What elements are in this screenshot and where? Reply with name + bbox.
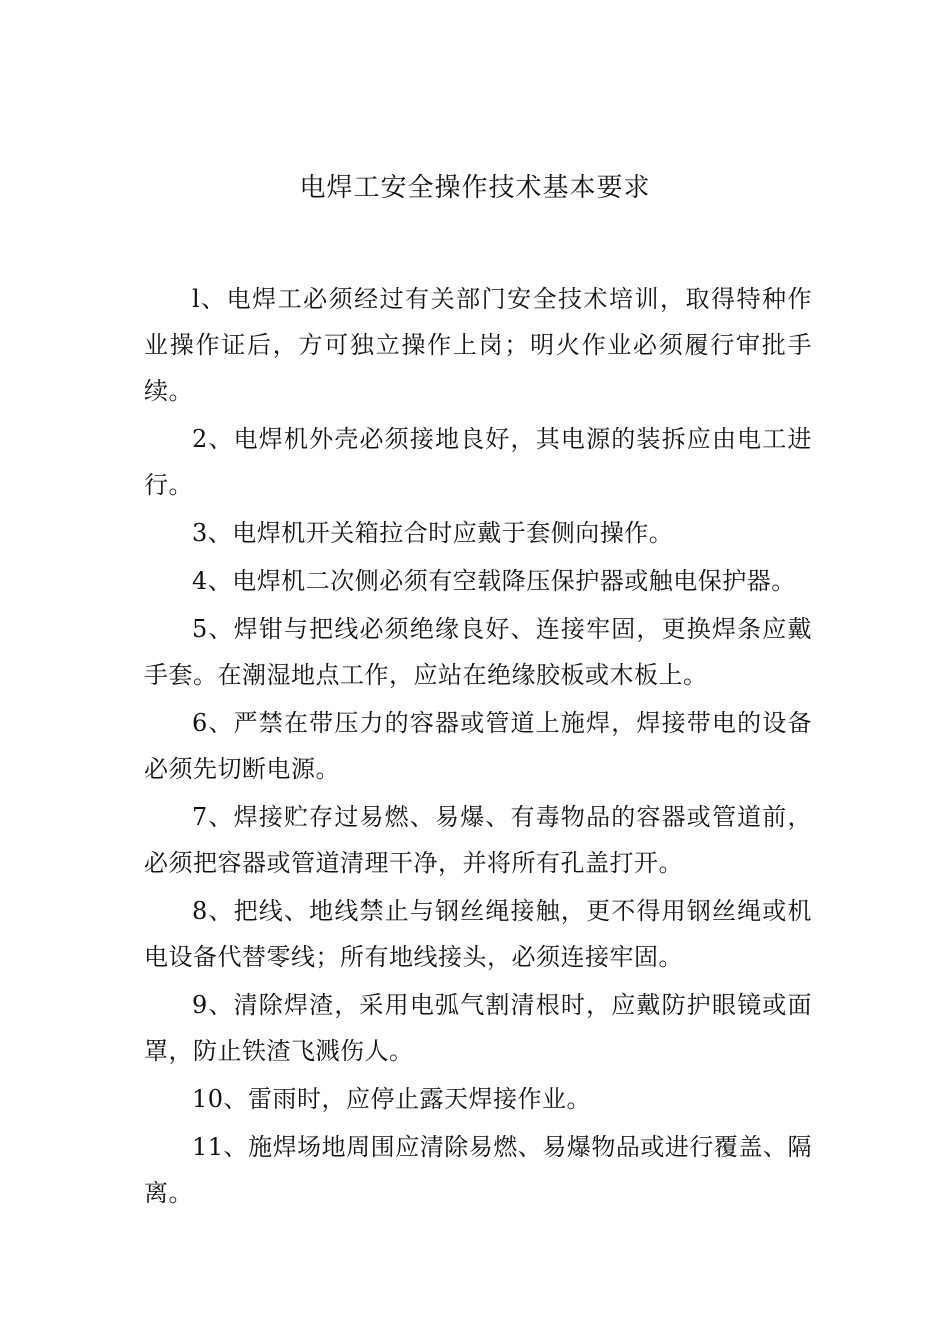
paragraph-11: 11、施焊场地周围应清除易燃、易爆物品或进行覆盖、隔离。 xyxy=(144,1133,812,1207)
paragraph-8: 8、把线、地线禁止与钢丝绳接触，更不得用钢丝绳或机电设备代替零线；所有地线接头，必须连接牢固。 xyxy=(144,897,812,971)
paragraph-5: 5、焊钳与把线必须绝缘良好、连接牢固，更换焊条应戴手套。在潮湿地点工作，应站在绝缘胶板或木板上。 xyxy=(144,615,812,689)
paragraph-1: l、电焊工必须经过有关部门安全技术培训，取得特种作业操作证后，方可独立操作上岗；明火作业必须履行审批手续。 xyxy=(144,285,812,405)
paragraph-7: 7、焊接贮存过易燃、易爆、有毒物品的容器或管道前，必须把容器或管道清理干净，并将所有孔盖打开。 xyxy=(144,803,812,877)
document-body xyxy=(144,276,812,1216)
paragraph-3: 3、电焊机开关箱拉合时应戴于套侧向操作。 xyxy=(192,519,674,547)
paragraph-10: 10、雷雨时，应停止露天焊接作业。 xyxy=(192,1085,592,1113)
paragraph-6: 6、严禁在带压力的容器或管道上施焊，焊接带电的设备必须先切断电源。 xyxy=(144,709,812,783)
document-title: 电焊工安全操作技术基本要求 xyxy=(299,173,651,203)
paragraph-9: 9、清除焊渣，采用电弧气割清根时，应戴防护眼镜或面罩，防止铁渣飞溅伤人。 xyxy=(144,991,812,1065)
paragraph-2: 2、电焊机外壳必须接地良好，其电源的装拆应由电工进行。 xyxy=(144,425,812,499)
paragraph-4: 4、电焊机二次侧必须有空载降压保护器或触电保护器。 xyxy=(192,567,796,595)
